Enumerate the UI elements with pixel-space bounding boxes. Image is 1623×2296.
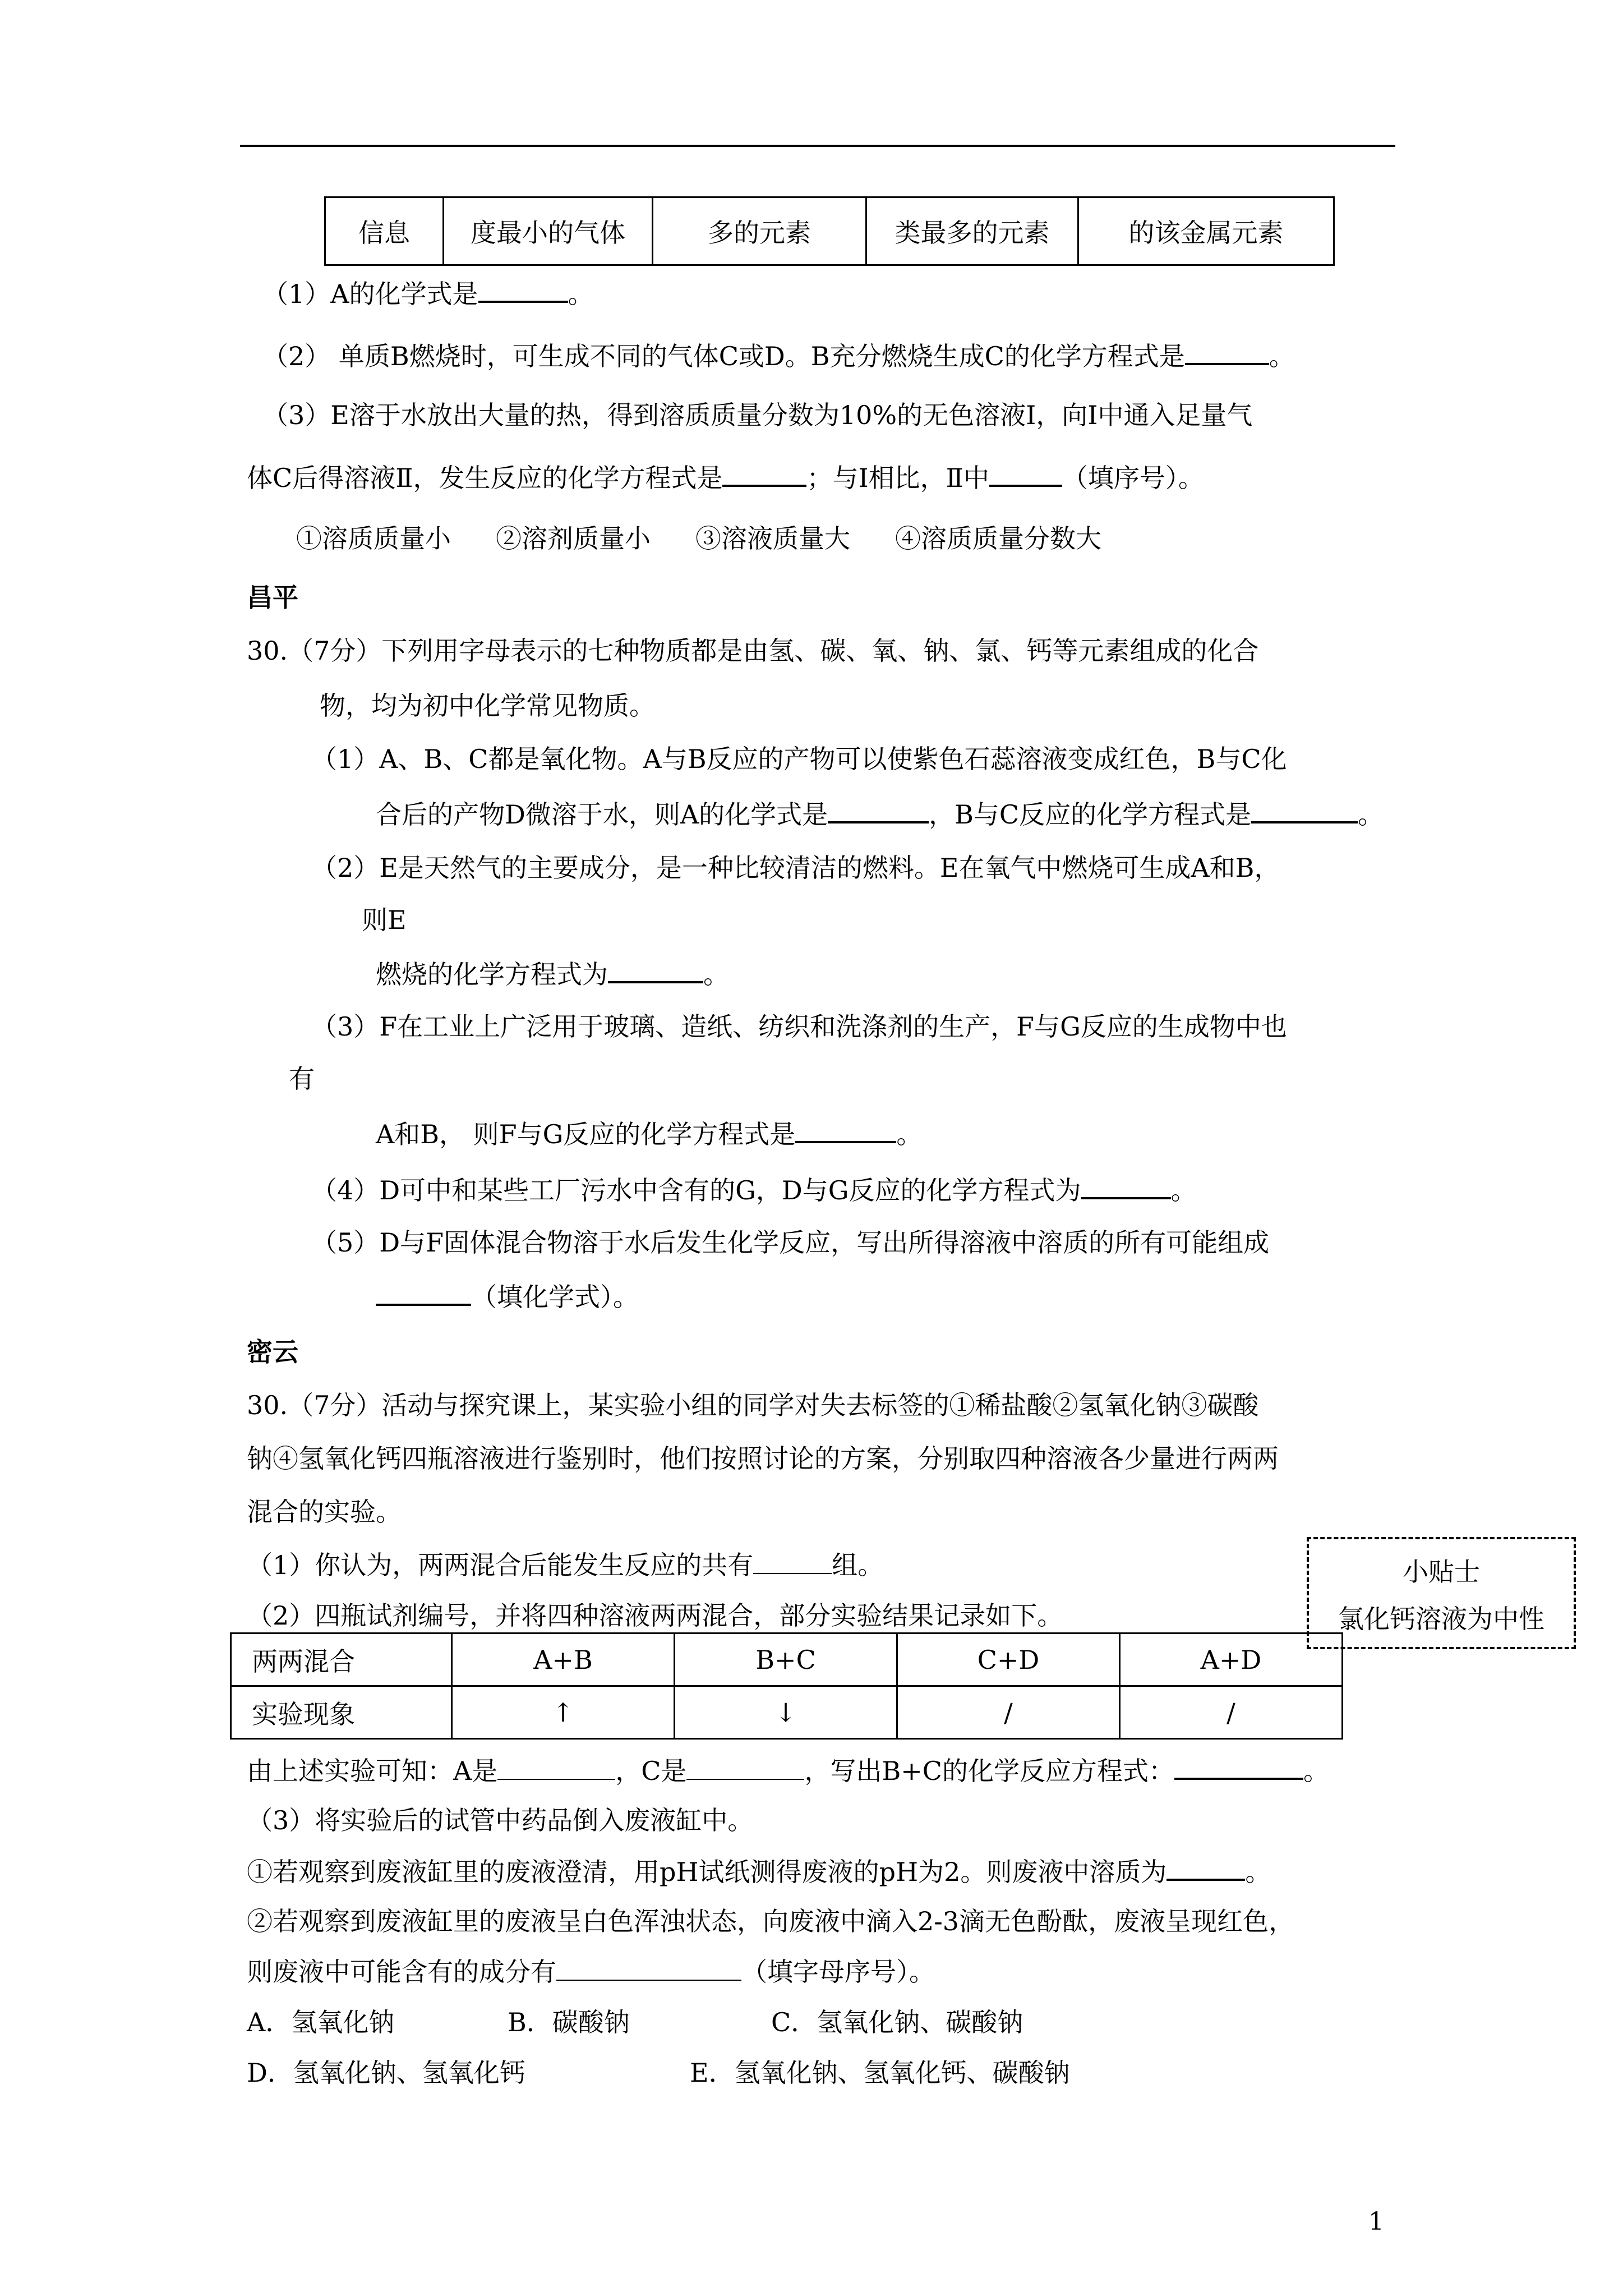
table-header-cell: C+D	[897, 1634, 1120, 1686]
table-cell: 实验现象	[231, 1686, 452, 1739]
answer-blank	[608, 956, 703, 983]
table-cell-gas-arrow: ↑	[452, 1686, 675, 1739]
answer-blank	[989, 460, 1062, 487]
option-e: E．氢氧化钠、氢氧化钙、碳酸钠	[690, 2058, 1070, 2088]
changping-p3-line2: 有	[289, 1064, 315, 1094]
table-cell: /	[897, 1686, 1120, 1739]
miyun-conclusion: 由上述实验可知：A是 ，C是 ，写出B+C的化学反应方程式： 。	[247, 1753, 1329, 1788]
table-header-cell: A+D	[1120, 1634, 1343, 1686]
section-header-changping: 昌平	[247, 582, 298, 613]
answer-blank	[1185, 338, 1269, 365]
table-cell: 信息	[325, 197, 444, 265]
info-table	[324, 196, 1335, 266]
answer-blank	[1174, 1753, 1303, 1780]
table-header-cell: A+B	[452, 1634, 675, 1686]
changping-p2-line2: 则E	[362, 905, 407, 935]
answer-blank	[478, 276, 568, 303]
table-header-cell: 两两混合	[231, 1634, 452, 1686]
table-row	[325, 197, 1334, 265]
miyun-intro-line3: 混合的实验。	[247, 1497, 402, 1527]
answer-blank	[753, 1548, 832, 1574]
answer-blank	[497, 1754, 615, 1780]
table-row	[231, 1686, 1343, 1739]
table-cell: 多的元素	[653, 197, 866, 265]
changping-p5-line2: （填化学式）。	[376, 1279, 639, 1314]
page-number: 1	[1368, 2207, 1384, 2236]
miyun-q3-part2-line1: ②若观察到废液缸里的废液呈白色浑浊状态，向废液中滴入2-3滴无色酚酞，废液呈现红色，	[247, 1906, 1295, 1936]
mixing-results-table	[230, 1632, 1343, 1740]
answer-blank	[556, 1955, 741, 1981]
changping-p5-line1: （5）D与F固体混合物溶于水后发生化学反应，写出所得溶液中溶质的所有可能组成	[311, 1227, 1270, 1258]
tip-title: 小贴士	[1403, 1557, 1480, 1587]
tip-box	[1307, 1537, 1576, 1649]
option-d: D．氢氧化钠、氢氧化钙	[247, 2058, 525, 2088]
answer-blank	[686, 1754, 804, 1780]
changping-p3-line3: A和B， 则F与G反应的化学方程式是 。	[376, 1116, 922, 1151]
question-3-options: ①溶质质量小 ②溶剂质量小 ③溶液质量大 ④溶质质量分数大	[296, 523, 1101, 554]
table-cell: 类最多的元素	[866, 197, 1078, 265]
table-cell: 度最小的气体	[444, 197, 653, 265]
table-header-cell: B+C	[675, 1634, 897, 1686]
miyun-q3-part1: ①若观察到废液缸里的废液澄清，用pH试纸测得废液的pH为2。则废液中溶质为 。	[247, 1854, 1271, 1889]
section-header-miyun: 密云	[247, 1337, 298, 1367]
table-cell: 的该金属元素	[1078, 197, 1334, 265]
changping-p2-line1: （2）E是天然气的主要成分，是一种比较清洁的燃料。E在氧气中燃烧可生成A和B，	[311, 853, 1280, 883]
miyun-intro-line1: 30.（7分）活动与探究课上，某实验小组的同学对失去标签的①稀盐酸②氢氧化钠③碳酸	[247, 1390, 1259, 1420]
question-1: （1）A的化学式是 。	[262, 276, 594, 311]
miyun-q1: （1）你认为，两两混合后能发生反应的共有 组。	[247, 1548, 883, 1582]
table-row	[231, 1634, 1343, 1686]
answer-blank	[1166, 1854, 1245, 1881]
answer-blank	[376, 1279, 471, 1306]
miyun-q3-part2-line2: 则废液中可能含有的成分有 （填字母序号）。	[247, 1955, 935, 1989]
changping-p3-line1: （3）F在工业上广泛用于玻璃、造纸、纺织和洗涤剂的生产，F与G反应的生成物中也	[311, 1011, 1287, 1042]
table-cell: /	[1120, 1686, 1343, 1739]
answer-blank	[1251, 797, 1358, 823]
option-c: C．氢氧化钠、碳酸钠	[771, 2007, 1023, 2037]
question-3-line2: 体C后得溶液Ⅱ，发生反应的化学方程式是 ；与Ⅰ相比，Ⅱ中 （填序号）。	[247, 460, 1204, 495]
changping-p1-line1: （1）A、B、C都是氧化物。A与B反应的产物可以使紫色石蕊溶液变成红色，B与C化	[311, 744, 1287, 774]
option-b: B．碳酸钠	[508, 2007, 630, 2037]
answer-blank	[1081, 1172, 1171, 1199]
table-cell-precipitate-arrow: ↓	[675, 1686, 897, 1739]
header-rule	[240, 145, 1395, 147]
tip-text: 氯化钙溶液为中性	[1338, 1604, 1544, 1634]
question-2: （2） 单质B燃烧时，可生成不同的气体C或D。B充分燃烧生成C的化学方程式是 。	[262, 338, 1295, 373]
changping-p4: （4）D可中和某些工厂污水中含有的G，D与G反应的化学方程式为 。	[311, 1172, 1197, 1207]
changping-p1-line2: 合后的产物D微溶于水，则A的化学式是 ，B与C反应的化学方程式是 。	[376, 797, 1384, 831]
question-3-line1: （3）E溶于水放出大量的热，得到溶质质量分数为10%的无色溶液Ⅰ，向Ⅰ中通入足量气	[262, 400, 1253, 430]
miyun-q2: （2）四瓶试剂编号，并将四种溶液两两混合，部分实验结果记录如下。	[247, 1600, 1063, 1631]
miyun-q3: （3）将实验后的试管中药品倒入废液缸中。	[247, 1805, 754, 1835]
answer-blank	[795, 1116, 896, 1143]
answer-blank	[722, 460, 806, 487]
option-a: A．氢氧化钠	[247, 2007, 395, 2037]
answer-blank	[828, 797, 929, 823]
miyun-intro-line2: 钠④氢氧化钙四瓶溶液进行鉴别时，他们按照讨论的方案，分别取四种溶液各少量进行两两	[247, 1443, 1279, 1474]
changping-p2-line3: 燃烧的化学方程式为 。	[376, 956, 729, 991]
changping-intro-line1: 30.（7分）下列用字母表示的七种物质都是由氢、碳、氧、钠、氯、钙等元素组成的化合	[247, 636, 1259, 666]
changping-intro-line2: 物，均为初中化学常见物质。	[320, 691, 655, 721]
